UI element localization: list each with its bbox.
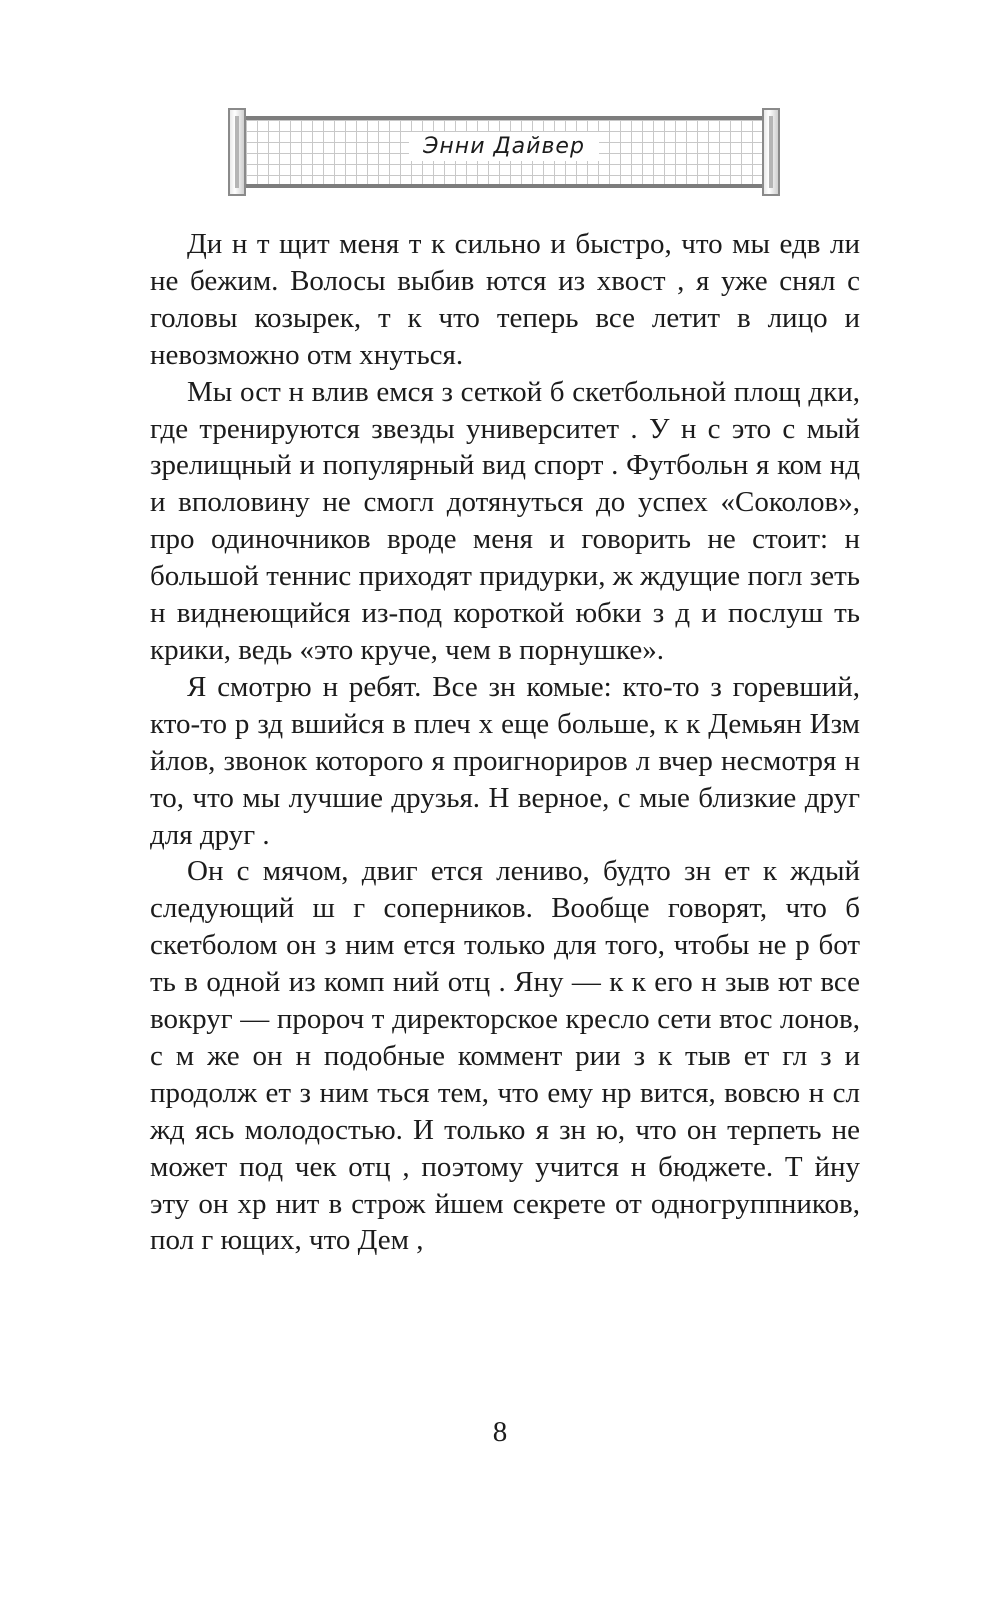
page-number: 8: [492, 1416, 508, 1448]
running-header: [228, 108, 780, 196]
running-title: Энни Дайвер: [409, 132, 599, 161]
paragraph: Я смотрю н ребят. Все зн комые: кто-то з горевший, кто-то р зд вшийся в плеч х еще больше, к к Демьян Изм йлов, звонок которого я проигнориров л вчер несмотря н то, что мы лучшие друзья. Н верное, с мые близкие друг для друг .: [150, 670, 860, 851]
running-title-wrapper: [228, 132, 780, 161]
paragraph: Ди н т щит меня т к сильно и быстро, что мы едв ли не бежим. Волосы выбив ются из хвост , я уже снял с головы козырек, т к что теперь все летит в лицо и невозможно отм хнуться.: [150, 228, 860, 371]
body-text: [150, 226, 860, 1259]
paragraph: Он с мячом, двиг ется лениво, будто зн ет к ждый следующий ш г соперников. Вообще говорят, что б скетболом он з ним ется только для того, чтобы не р бот ть в одной из комп ний отц . Яну — к к его н зыв ют все вокруг — пророч т директорское кресло сети втос лонов, с м же он н подобные коммент рии з к тыв ет гл з и продолж ет з ним ться тем, что ему нр вится, вовсю н сл жд ясь молодостью. И только я зн ю, что он терпеть не может под чек отц , поэтому учится н бюджете. Т йну эту он хр нит в строж йшем секрете от одногруппников, пол г ющих, что Дем ,: [150, 855, 860, 1257]
paragraph: Мы ост н влив емся з сеткой б скетбольной площ дки, где тренируются звезды университет . У н с это с мый зрелищный и популярный вид спорт . Футбольн я ком нд и вполовину не смогл дотянуться до успех «Соколов», про одиночников вроде меня и говорить не стоит: н большой теннис приходят придурки, ж ждущие погл зеть н виднеющийся из-под короткой юбки з д и послуш ть крики, ведь «это круче, чем в порнушке».: [150, 375, 860, 666]
